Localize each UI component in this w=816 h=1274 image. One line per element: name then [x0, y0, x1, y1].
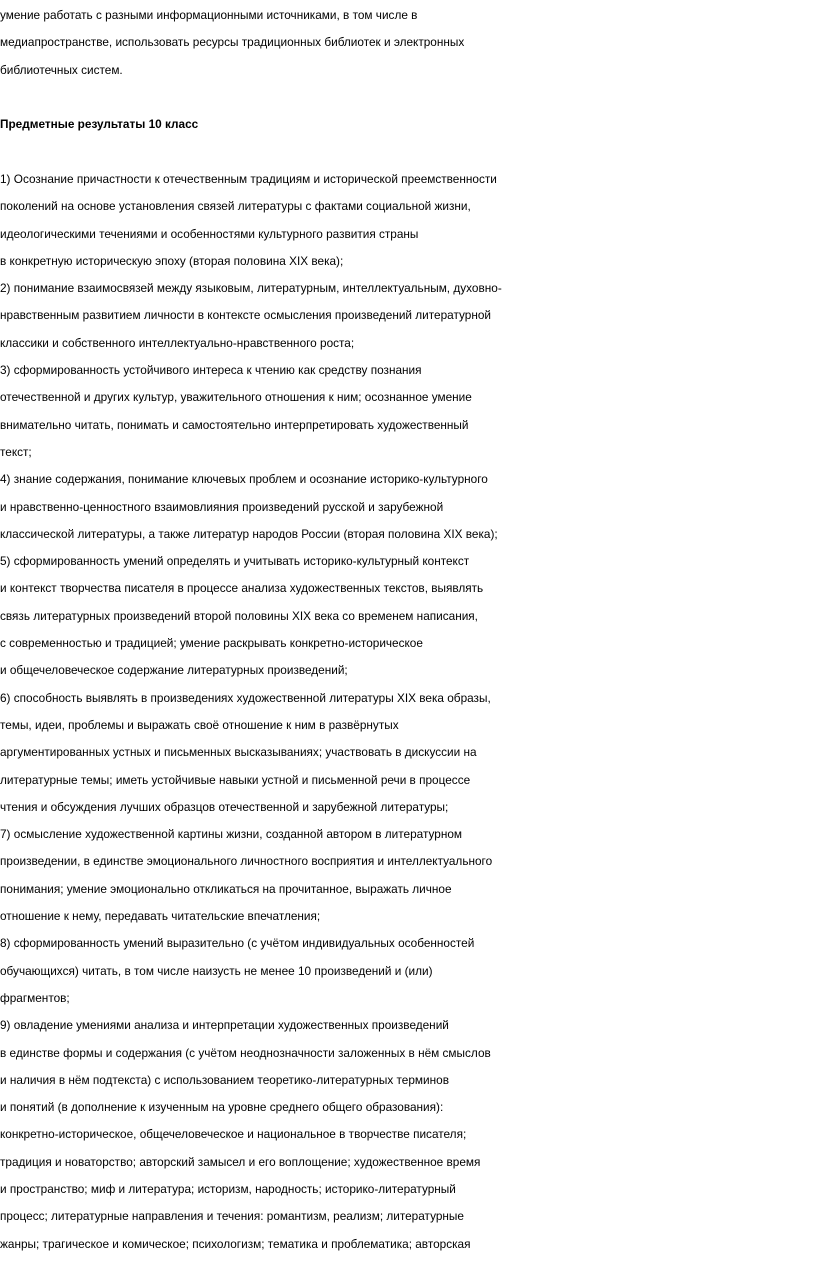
body-text-line: текст; [0, 444, 32, 459]
body-text-line: произведении, в единстве эмоционального личностного восприятия и интеллектуального [0, 854, 493, 869]
body-text-line: темы, идеи, проблемы и выражать своё отношение к ним в развёрнутых [0, 717, 399, 732]
body-text-line: в конкретную историческую эпоху (вторая половина XIX века); [0, 253, 344, 268]
body-text-line: 8) сформированность умений выразительно (с учётом индивидуальных особенностей [0, 936, 475, 951]
body-text-line: фрагментов; [0, 990, 70, 1005]
body-text-line: и понятий (в дополнение к изученным на уровне среднего общего образования): [0, 1100, 444, 1115]
body-text-line: 4) знание содержания, понимание ключевых проблем и осознание историко-культурного [0, 472, 488, 487]
body-text-line: процесс; литературные направления и течения: романтизм, реализм; литературные [0, 1209, 464, 1224]
body-text-line: 7) осмысление художественной картины жизни, созданной автором в литературном [0, 827, 463, 842]
body-text-line: и контекст творчества писателя в процессе анализа художественных текстов, выявлять [0, 581, 484, 596]
body-text-line: аргументированных устных и письменных высказываниях; участвовать в дискуссии на [0, 745, 477, 760]
body-text-line: отношение к нему, передавать читательские впечатления; [0, 909, 321, 924]
body-text-line: внимательно читать, понимать и самостоятельно интерпретировать художественный [0, 417, 469, 432]
body-text-line: 6) способность выявлять в произведениях художественной литературы XIX века образы, [0, 690, 491, 705]
body-text-line: 9) овладение умениями анализа и интерпретации художественных произведений [0, 1018, 449, 1033]
body-text-line: понимания; умение эмоционально откликаться на прочитанное, выражать личное [0, 881, 452, 896]
body-text-line: чтения и обсуждения лучших образцов отечественной и зарубежной литературы; [0, 799, 449, 814]
body-text-line: нравственным развитием личности в контексте осмысления произведений литературной [0, 308, 491, 323]
body-text-line: традиция и новаторство; авторский замысел и его воплощение; художественное время [0, 1154, 481, 1169]
body-text-line: обучающихся) читать, в том числе наизусть не менее 10 произведений и (или) [0, 963, 433, 978]
body-text-line: и пространство; миф и литература; историзм, народность; историко-литературный [0, 1181, 456, 1196]
body-text-line: 5) сформированность умений определять и учитывать историко-культурный контекст [0, 554, 470, 569]
body-text-line: классики и собственного интеллектуально-нравственного роста; [0, 335, 355, 350]
body-text-line: и наличия в нём подтекста) с использованием теоретико-литературных терминов [0, 1072, 449, 1087]
body-text-line: классической литературы, а также литератур народов России (вторая половина XIX века); [0, 526, 498, 541]
intro-paragraph [0, 2, 816, 84]
body-text-line: и нравственно-ценностного взаимовлияния произведений русской и зарубежной [0, 499, 444, 514]
body-text-line: поколений на основе установления связей литературы с фактами социальной жизни, [0, 199, 471, 214]
body-text-line: 1) Осознание причастности к отечественным традициям и исторической преемственности [0, 172, 497, 186]
body-text-line: конкретно-историческое, общечеловеческое и национальное в творчестве писателя; [0, 1127, 467, 1142]
heading-text: Предметные результаты 10 класс [0, 117, 199, 131]
section-heading [0, 111, 816, 138]
results-list [0, 166, 816, 1258]
body-text-line: идеологическими течениями и особенностями культурного развития страны [0, 226, 419, 241]
body-text-line: 3) сформированность устойчивого интереса к чтению как средству познания [0, 363, 422, 378]
body-text-line: и общечеловеческое содержание литературных произведений; [0, 663, 348, 678]
intro-text-line: библиотечных систем. [0, 62, 123, 77]
intro-text-line: умение работать с разными информационными источниками, в том числе в [0, 8, 418, 22]
body-text-line: связь литературных произведений второй половины XIX века со временем написания, [0, 608, 478, 623]
intro-text-line: медиапространстве, использовать ресурсы традиционных библиотек и электронных [0, 35, 465, 50]
body-text-line: с современностью и традицией; умение раскрывать конкретно-историческое [0, 636, 423, 651]
body-text-line: отечественной и других культур, уважительного отношения к ним; осознанное умение [0, 390, 472, 405]
body-text-line: литературные темы; иметь устойчивые навыки устной и письменной речи в процессе [0, 772, 471, 787]
body-text-line: 2) понимание взаимосвязей между языковым, литературным, интеллектуальным, духовно- [0, 281, 502, 296]
body-text-line: в единстве формы и содержания (с учётом неоднозначности заложенных в нём смыслов [0, 1045, 491, 1060]
body-text-line: жанры; трагическое и комическое; психологизм; тематика и проблематика; авторская [0, 1236, 471, 1251]
